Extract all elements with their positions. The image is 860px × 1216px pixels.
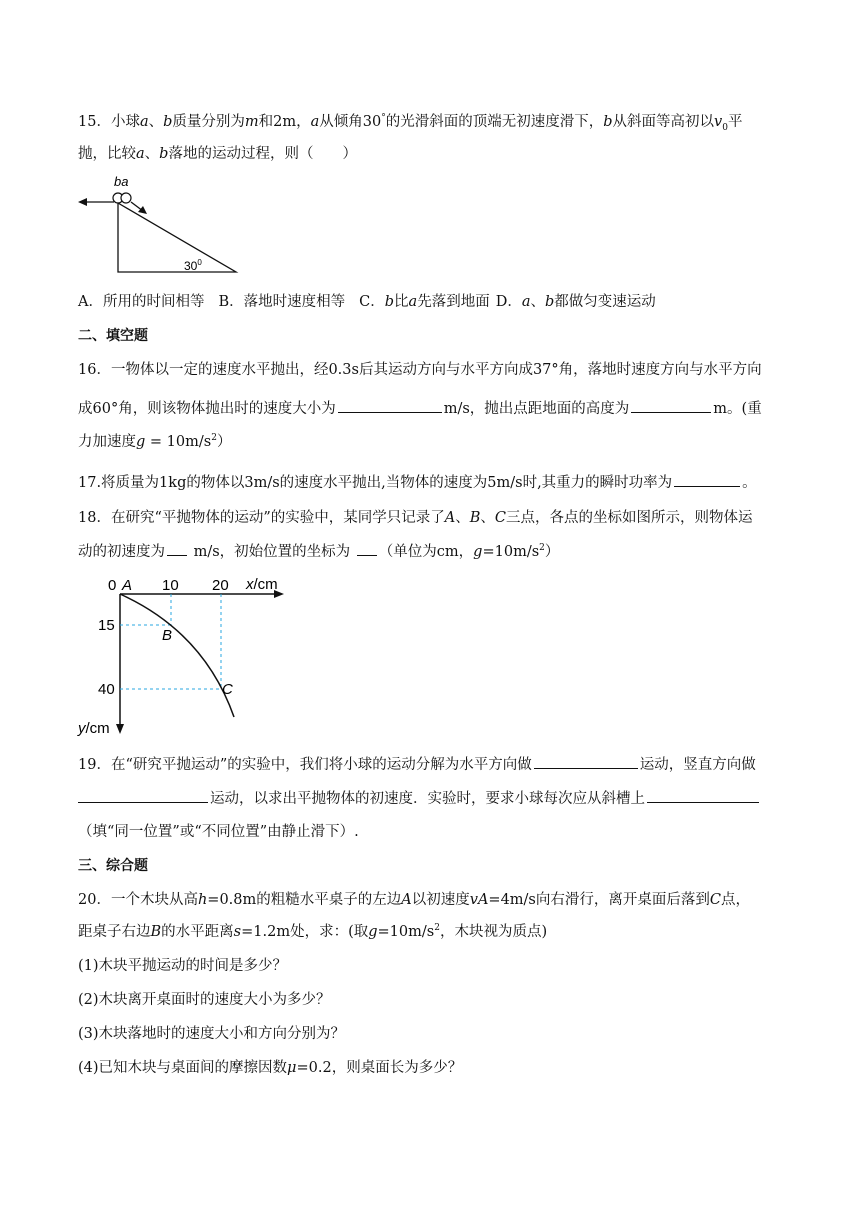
- q20-sub-1: (1)木块平抛运动的时间是多少？: [78, 958, 288, 974]
- y-tick-15: 15: [98, 617, 115, 634]
- q19-line-2: 运动，以求出平抛物体的初速度．实验时，要求小球每次应从斜槽上: [78, 788, 788, 809]
- q15-incline-figure: [74, 172, 244, 278]
- q19-blank-2[interactable]: [78, 788, 208, 803]
- q15-line-2: 抛，比较a、b落地的运动过程，则（ ）: [78, 146, 357, 162]
- y-tick-40: 40: [98, 681, 115, 698]
- q20-line-1: 20．一个木块从高h=0.8m的粗糙水平桌子的左边A以初速度vA=4m/s向右滑行，离开桌面后落到C点，: [78, 892, 750, 908]
- option-a[interactable]: A．所用的时间相等: [78, 294, 205, 310]
- q19-blank-3[interactable]: [647, 788, 759, 803]
- label-ba: ba: [114, 174, 129, 189]
- q15-options: [78, 292, 788, 312]
- option-c[interactable]: C．b比a先落到地面: [359, 294, 490, 310]
- q20-line-2: 距桌子右边B的水平距离s=1.2m处，求：(取$g=10m/s^2$，木块视为质点): [78, 923, 548, 940]
- y-axis-arrow: [116, 724, 124, 734]
- section-title-comprehensive: 三、综合题: [78, 858, 148, 874]
- q20-sub-4: (4)已知木块与桌面间的摩擦因数μ=0.2，则桌面长为多少？: [78, 1060, 463, 1076]
- point-c-label: C: [222, 681, 233, 698]
- q18-blank-2[interactable]: [357, 541, 377, 556]
- q18-trajectory-figure: [74, 572, 294, 742]
- point-b-label: B: [162, 627, 173, 644]
- down-slope-arrow-head: [138, 206, 147, 214]
- q16-line-1: 16．一物体以一定的速度水平抛出，经0.3s后其运动方向与水平方向成37°角，落地时速度方向与水平方向: [78, 362, 762, 378]
- q16-blank-1[interactable]: [338, 398, 442, 413]
- incline-triangle: [118, 203, 236, 272]
- left-arrow-head: [78, 198, 87, 206]
- q18-blank-1[interactable]: [167, 541, 187, 556]
- q17-blank[interactable]: [674, 472, 740, 487]
- q19-line-3: （填“同一位置”或“不同位置”由静止滑下）.: [78, 824, 359, 840]
- option-b[interactable]: B．落地时速度相等: [218, 294, 346, 310]
- section-title-fill-in: 二、填空题: [78, 328, 148, 344]
- trajectory-curve: [120, 594, 234, 717]
- y-axis-label: y/cm: [78, 720, 110, 737]
- point-a-label: A: [122, 577, 133, 594]
- q18-line-2: 动的初速度为 m/s，初始位置的坐标为 （单位为cm，$g=10m/s^2$）: [78, 541, 788, 562]
- ball-a: [121, 193, 131, 203]
- q19-blank-1[interactable]: [534, 754, 638, 769]
- q17-line-1: 17.将质量为1kg的物体以3m/s的速度水平抛出,当物体的速度为5m/s时,其重力的瞬时功率为 。: [78, 472, 788, 493]
- x-axis-label: x/cm: [246, 576, 278, 593]
- origin-label: 0: [108, 577, 117, 594]
- q18-line-1: 18．在研究“平抛物体的运动”的实验中，某同学只记录了A、B、C三点，各点的坐标如图所示，则物体运: [78, 510, 753, 526]
- option-d[interactable]: D．a、b都做匀变速运动: [495, 294, 656, 310]
- q20-sub-2: (2)木块离开桌面时的速度大小为多少？: [78, 992, 331, 1008]
- q16-line-3: 力加速度$g = 10m/s^2$）: [78, 433, 232, 450]
- q19-line-1: 19．在“研究平抛运动”的实验中，我们将小球的运动分解为水平方向做 运动，竖直方向做: [78, 754, 788, 775]
- q16-line-2: 成60°角，则该物体抛出时的速度大小为 m/s，抛出点距地面的高度为 m。(重: [78, 398, 788, 419]
- x-tick-10: 10: [162, 577, 179, 594]
- q20-sub-3: (3)木块落地时的速度大小和方向分别为？: [78, 1026, 346, 1042]
- q16-blank-2[interactable]: [631, 398, 711, 413]
- q15-line-1: 15．小球a、b质量分别为m和2m，a从倾角30°的光滑斜面的顶端无初速度滑下，b从斜面等高初以$v_0$平: [78, 113, 743, 133]
- x-tick-20: 20: [212, 577, 229, 594]
- label-angle: $30^0$: [184, 258, 202, 273]
